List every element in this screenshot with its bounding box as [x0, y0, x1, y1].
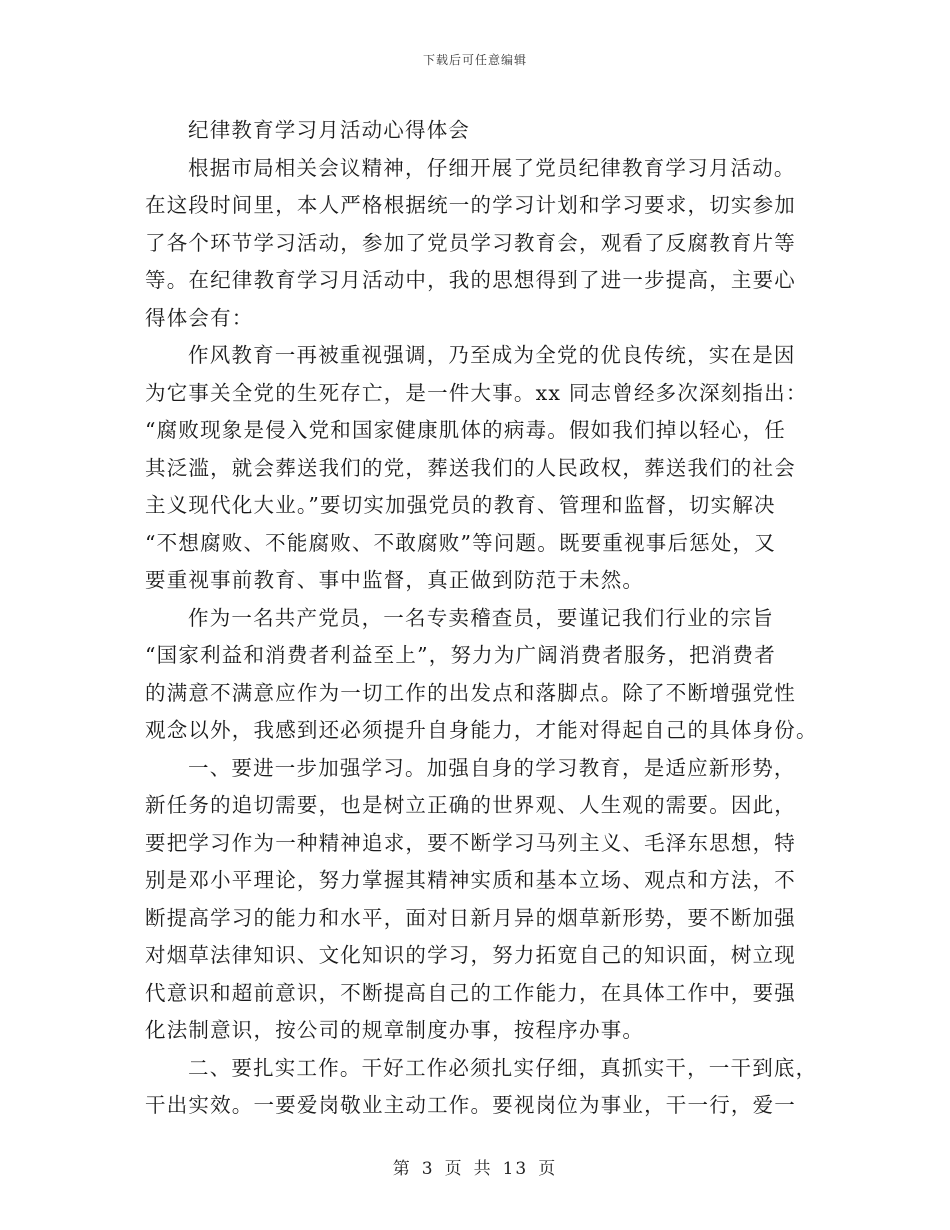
text-line: 主义现代化大业。”要切实加强党员的教育、管理和监督，切实解决	[145, 493, 776, 517]
text-line: 代意识和超前意识，不断提高自己的工作能力，在具体工作中，要强	[145, 980, 796, 1005]
text-line: “国家利益和消费者利益至上”，努力为广阔消费者服务，把消费者	[145, 643, 776, 667]
text-line: 作风教育一再被重视强调，乃至成为全党的优良传统，实在是因	[188, 343, 796, 367]
text-line: 要把学习作为一种精神追求，要不断学习马列主义、毛泽东思想，特	[145, 830, 796, 855]
text-line: 观念以外，我感到还必须提升自身能力，才能对得起自己的具体身份。	[145, 718, 818, 742]
text-line: 化法制意识，按公司的规章制度办事，按程序办事。	[145, 1018, 645, 1042]
document-body	[145, 112, 818, 1125]
page-footer	[0, 1154, 950, 1179]
text-line: 干出实效。一要爱岗敬业主动工作。要视岗位为事业，干一行，爱一	[145, 1093, 796, 1117]
footer-prefix: 第	[392, 1159, 412, 1179]
footer-suffix: 页	[538, 1159, 558, 1179]
text-line: 断提高学习的能力和水平，面对日新月异的烟草新形势，要不断加强	[145, 905, 796, 930]
total-pages: 13	[502, 1159, 529, 1179]
text-line: 一、要进一步加强学习。加强自身的学习教育，是适应新形势，	[188, 755, 796, 780]
text-line: 等。在纪律教育学习月活动中，我的思想得到了进一步提高，主要心	[145, 268, 796, 292]
text-line: 二、要扎实工作。干好工作必须扎实仔细，真抓实干，一干到底，	[188, 1055, 818, 1080]
text-line: 作为一名共产党员，一名专卖稽查员，要谨记我们行业的宗旨	[188, 605, 774, 630]
header-note: 下载后可任意编辑	[422, 53, 527, 67]
document-title: 纪律教育学习月活动心得体会	[188, 118, 471, 142]
text-line: 根据市局相关会议精神，仔细开展了党员纪律教育学习月活动。	[188, 155, 796, 180]
text-line: “腐败现象是侵入党和国家健康肌体的病毒。假如我们掉以轻心，任	[145, 418, 786, 442]
text-line: “不想腐败、不能腐败、不敢腐败”等问题。既要重视事后惩处，又	[145, 530, 776, 555]
text-line: 了各个环节学习活动，参加了党员学习教育会，观看了反腐教育片等	[145, 230, 796, 255]
text-line: 为它事关全党的生死存亡，是一件大事。xx 同志曾经多次深刻指出：	[145, 380, 808, 405]
text-line: 要重视事前教育、事中监督，真正做到防范于未然。	[145, 568, 645, 592]
text-line: 新任务的追切需要，也是树立正确的世界观、人生观的需要。因此，	[145, 793, 796, 817]
text-line: 其泛滥，就会葬送我们的党，葬送我们的人民政权，葬送我们的社会	[145, 455, 796, 480]
footer-middle: 页	[444, 1159, 464, 1179]
text-line: 的满意不满意应作为一切工作的出发点和落脚点。除了不断增强党性	[145, 680, 796, 705]
text-line: 在这段时间里，本人严格根据统一的学习计划和学习要求，切实参加	[145, 193, 796, 217]
footer-total-prefix: 共	[473, 1159, 493, 1179]
text-line: 别是邓小平理论，努力掌握其精神实质和基本立场、观点和方法，不	[145, 868, 796, 892]
text-line: 得体会有：	[145, 305, 254, 330]
text-line: 对烟草法律知识、文化知识的学习，努力拓宽自己的知识面，树立现	[145, 943, 796, 967]
page-number: 3	[421, 1159, 435, 1179]
